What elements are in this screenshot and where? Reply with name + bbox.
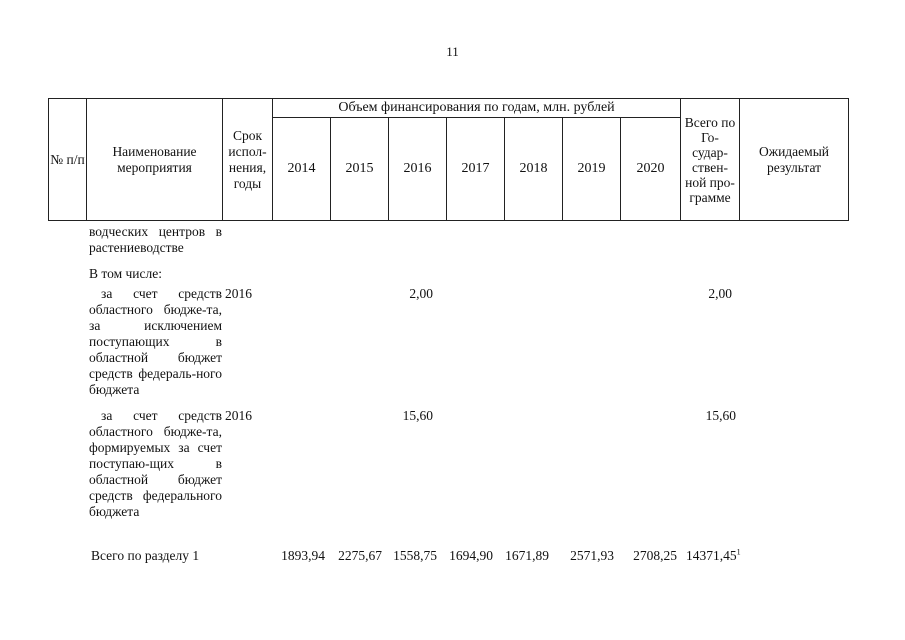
sub2-total: 15,60 xyxy=(705,408,736,423)
sub1-description-text: за счет средств областного бюдже-та, за исключением поступающих в областной бюджет средств федераль-ного бюджета xyxy=(89,286,222,397)
section-total-2015: 2275,67 xyxy=(338,548,382,563)
section-total-2017: 1694,90 xyxy=(449,548,493,563)
sub-item-description xyxy=(89,286,222,398)
header-total: Всего по Го-судар-ствен-ной про-грамме xyxy=(684,114,736,205)
continued-row-text: водческих центров в растениеводстве xyxy=(89,224,222,255)
section-total-2016: 1558,75 xyxy=(393,548,437,563)
header-num: № п/п xyxy=(50,151,85,167)
sub-item-description xyxy=(89,408,222,520)
header-year-2017: 2017 xyxy=(461,161,490,176)
sub2-value-2016: 15,60 xyxy=(402,408,433,423)
sub2-description-text: за счет средств областного бюдже-та, формируемых за счет поступаю-щих в областной бюджет средств федерального бюджета xyxy=(89,408,222,519)
header-year-2020: 2020 xyxy=(636,161,665,176)
section-total-label: Всего по разделу 1 xyxy=(91,548,200,563)
header-year-2014: 2014 xyxy=(287,161,316,176)
header-name: Наименование мероприятия xyxy=(112,143,197,175)
page-number: 11 xyxy=(446,44,459,59)
section-total-2014: 1893,94 xyxy=(281,548,325,563)
header-year-2019: 2019 xyxy=(577,161,606,176)
section-total-2019: 2571,93 xyxy=(570,548,614,563)
sub1-term: 2016 xyxy=(225,286,252,301)
sub2-term: 2016 xyxy=(225,408,252,423)
section-total-2018: 1671,89 xyxy=(505,548,549,563)
header-term: Срок испол-нения, годы xyxy=(228,127,267,191)
header-result: Ожидаемый результат xyxy=(759,143,829,175)
section-total-2020: 2708,25 xyxy=(633,548,677,563)
header-year-2015: 2015 xyxy=(345,161,374,176)
header-year-2018: 2018 xyxy=(519,161,548,176)
including-label: В том числе: xyxy=(89,266,162,281)
sub1-value-2016: 2,00 xyxy=(409,286,433,301)
section-total-sum-value: 14371,45 xyxy=(686,548,737,563)
sub1-total: 2,00 xyxy=(708,286,732,301)
footnote-mark: 1 xyxy=(736,547,741,557)
header-year-2016: 2016 xyxy=(403,161,432,176)
section-total-sum xyxy=(686,548,741,564)
header-funding: Объем финансирования по годам, млн. рублей xyxy=(338,100,615,115)
